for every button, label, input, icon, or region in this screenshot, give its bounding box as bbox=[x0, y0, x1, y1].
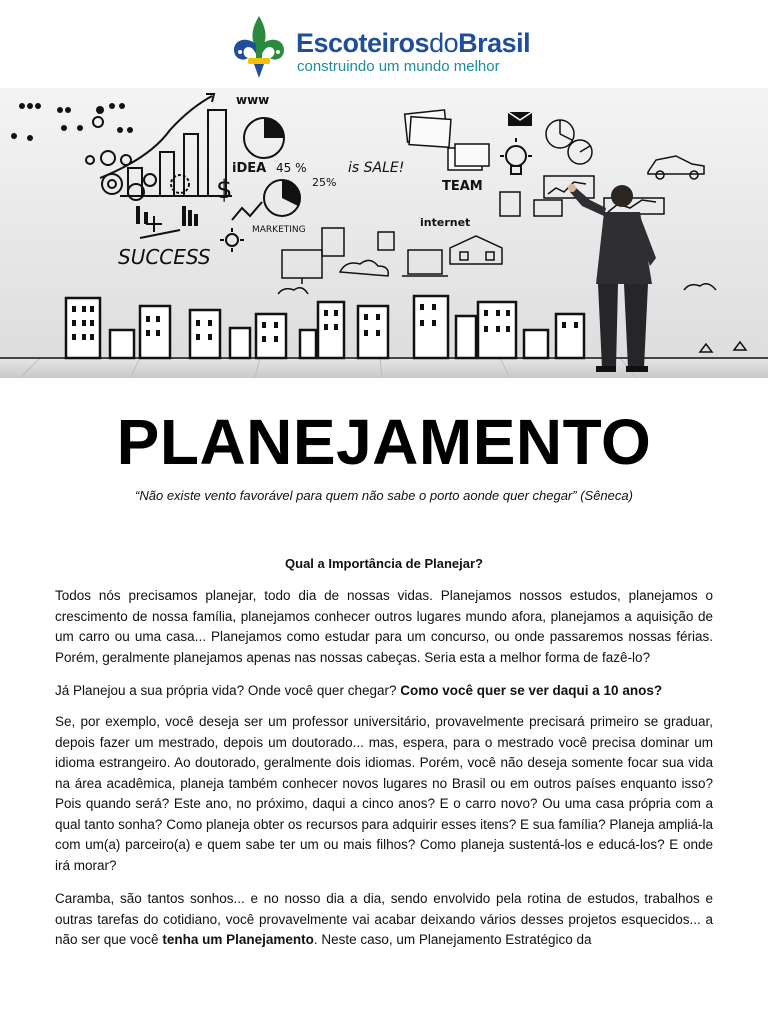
paragraph-4-text-start: Caramba, são tantos sonhos... e no nosso dia a dia, sendo envolvido pela rotina de estudos, trabalhos e outras tarefas do cotidiano, você provavelmente vai acabar deixando vários desses projetos esquecidos... a não ser que você bbox=[55, 891, 713, 947]
svg-text:$: $ bbox=[216, 175, 233, 205]
page-title: PLANEJAMENTO bbox=[116, 406, 652, 478]
hero-illustration bbox=[0, 88, 768, 378]
paragraph-4-emphasis: tenha um Planejamento bbox=[162, 932, 314, 947]
svg-text:TEAM: TEAM bbox=[442, 179, 483, 194]
brand-tagline: construindo um mundo melhor bbox=[297, 58, 500, 75]
paragraph-3: Se, por exemplo, você deseja ser um professor universitário, provavelmente precisará primeiro se graduar, depois fazer um mestrado, depois um doutorado... mas, espera, para o mestrado você precisa dominar um idioma estrangeiro. Ao doutorado, geralmente dois idiomas. Porém, você não deseja somente focar sua vida na área acadêmica, planeja também conhecer novos lugares no Brasil ou em outros países enquanto isso? Pois quando será? Este ano, no próximo, daqui a cinco anos? E o carro novo? Ou uma casa própria com a qual tanto sonha? Como planeja obter os recursos para adquirir esses itens? E sua família? Planeja ampliá-la com um(a) parceiro(a) e quem sabe ter um ou mais filhos? Como planeja sustentá-los e educá-los? E onde irá morar? bbox=[55, 714, 713, 873]
epigraph-quote: “Não existe vento favorável para quem não sabe o porto aonde quer chegar” (Sêneca) bbox=[135, 488, 633, 503]
paragraph-4-text-end: . Neste caso, um Planejamento Estratégico da bbox=[313, 932, 592, 947]
header-logo bbox=[0, 0, 768, 88]
brand-name: EscoteirosdoBrasil bbox=[296, 28, 531, 58]
paragraph-1: Todos nós precisamos planejar, todo dia de nossas vidas. Planejamos nossos estudos, planejamos o crescimento de nossa família, planejamos conhecer outros lugares mundo afora, planejamos a aquisição de um carro ou uma casa... Planejamos como estudar para um concurso, ou onde passaremos nossas férias. Porém, geralmente planejamos apenas nas nossas cabeças. Seria esta a melhor forma de fazê-lo? bbox=[55, 588, 713, 665]
fleur-de-lis-icon bbox=[230, 14, 288, 80]
svg-text:iDEA: iDEA bbox=[232, 161, 267, 176]
paragraph-2 bbox=[55, 681, 713, 702]
svg-text:45 %: 45 % bbox=[276, 161, 307, 175]
svg-text:www: www bbox=[236, 93, 270, 107]
svg-text:MARKETING: MARKETING bbox=[252, 225, 306, 235]
section-heading: Qual a Importância de Planejar? bbox=[285, 556, 483, 571]
paragraph-2-emphasis: Como você quer se ver daqui a 10 anos? bbox=[400, 683, 663, 698]
paragraph-2-text: Já Planejou a sua própria vida? Onde você quer chegar? bbox=[55, 683, 401, 698]
svg-text:25%: 25% bbox=[312, 176, 337, 189]
svg-text:is SALE!: is SALE! bbox=[348, 160, 405, 176]
svg-text:SUCCESS: SUCCESS bbox=[118, 245, 211, 269]
paragraph-4 bbox=[55, 889, 713, 951]
svg-text:internet: internet bbox=[420, 216, 471, 229]
